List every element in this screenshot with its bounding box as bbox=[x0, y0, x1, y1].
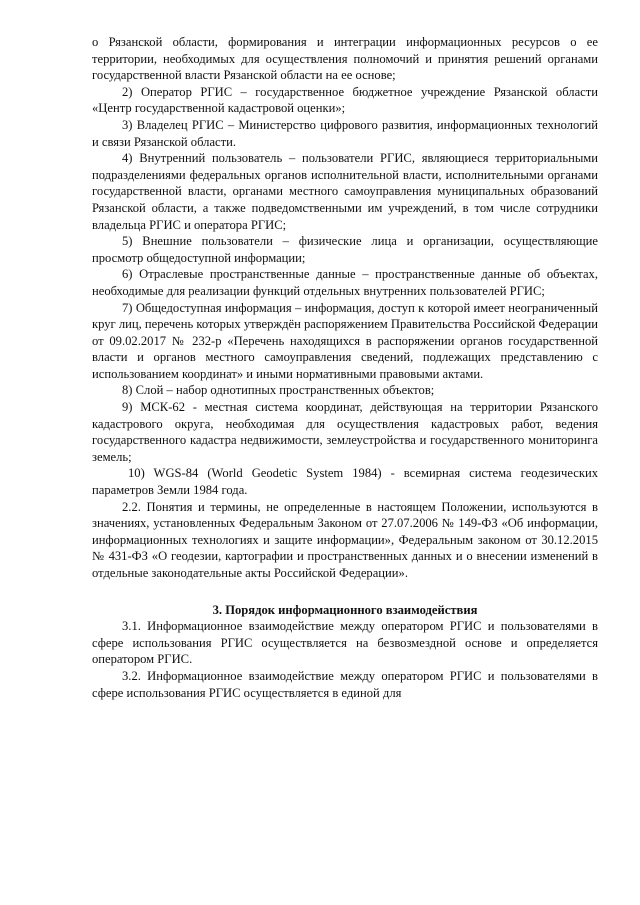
definition-external-users: 5) Внешние пользователи – физические лица и организации, осуществляющие просмотр общедоступной информации; bbox=[92, 234, 598, 265]
paragraph-continuation: о Рязанской области, формирования и интеграции информационных ресурсов о ее территории, необходимых для осуществления полномочий и принятия решений органами государственной власти Рязанской области на ее основе; bbox=[92, 35, 598, 83]
definition-sector-data: 6) Отраслевые пространственные данные – пространственные данные об объектах, необходимые для реализации функций отдельных внутренних пользователей РГИС; bbox=[92, 267, 598, 298]
definition-layer: 8) Слой – набор однотипных пространственных объектов; bbox=[122, 383, 435, 398]
definition-internal-user: 4) Внутренний пользователь – пользователи РГИС, являющиеся территориальными подразделениями федеральных органов исполнительной власти, исполнительными органами государственной власти, органами местного самоуправления муниципальных образований Рязанской области, а также подведомственными им учреждений, в том числе сотрудники владельца РГИС и оператора РГИС; bbox=[92, 151, 598, 232]
definition-msk62: 9) МСК-62 - местная система координат, действующая на территории Рязанского кадастрового округа, необходимая для осуществления кадастровых работ, ведения государственного кадастра недвижимости, землеустройства и государственного мониторинга земель; bbox=[92, 400, 598, 464]
section-spacer bbox=[92, 582, 598, 592]
document-body bbox=[92, 34, 598, 701]
clause-3-1: 3.1. Информационное взаимодействие между оператором РГИС и пользователями в сфере использования РГИС осуществляется на безвозмездной основе и определяется оператором РГИС. bbox=[92, 619, 598, 667]
clause-3-2: 3.2. Информационное взаимодействие между оператором РГИС и пользователями в сфере использования РГИС осуществляется в единой для bbox=[92, 668, 598, 700]
section-heading: 3. Порядок информационного взаимодействия bbox=[212, 602, 478, 617]
definition-public-information: 7) Общедоступная информация – информация, доступ к которой имеет неограниченный круг лиц, перечень которых утверждён распоряжением Правительства Российской Федерации от 09.02.2017 № 232-р «Перечень находящихся в распоряжении органов государственной власти и органов местного самоуправления сведений, подлежащих представлению с использованием координат» и иными нормативными правовыми актами. bbox=[92, 300, 598, 381]
definition-operator: 2) Оператор РГИС – государственное бюджетное учреждение Рязанской области «Центр государственной кадастровой оценки»; bbox=[92, 84, 598, 116]
clause-2-2: 2.2. Понятия и термины, не определенные в настоящем Положении, используются в значениях, установленных Федеральным Законом от 27.07.2006 № 149-ФЗ «Об информации, информационных технологиях и защите информации», Федеральным законом от 30.12.2015 № 431-ФЗ «О геодезии, картографии и пространственных данных и о внесении изменений в отдельные законодательные акты Российской Федерации». bbox=[92, 499, 598, 580]
definition-owner: 3) Владелец РГИС – Министерство цифрового развития, информационных технологий и связи Рязанской области. bbox=[92, 117, 598, 149]
definition-wgs84: 10) WGS-84 (World Geodetic System 1984) - всемирная система геодезических параметров Земли 1984 года. bbox=[92, 466, 598, 498]
